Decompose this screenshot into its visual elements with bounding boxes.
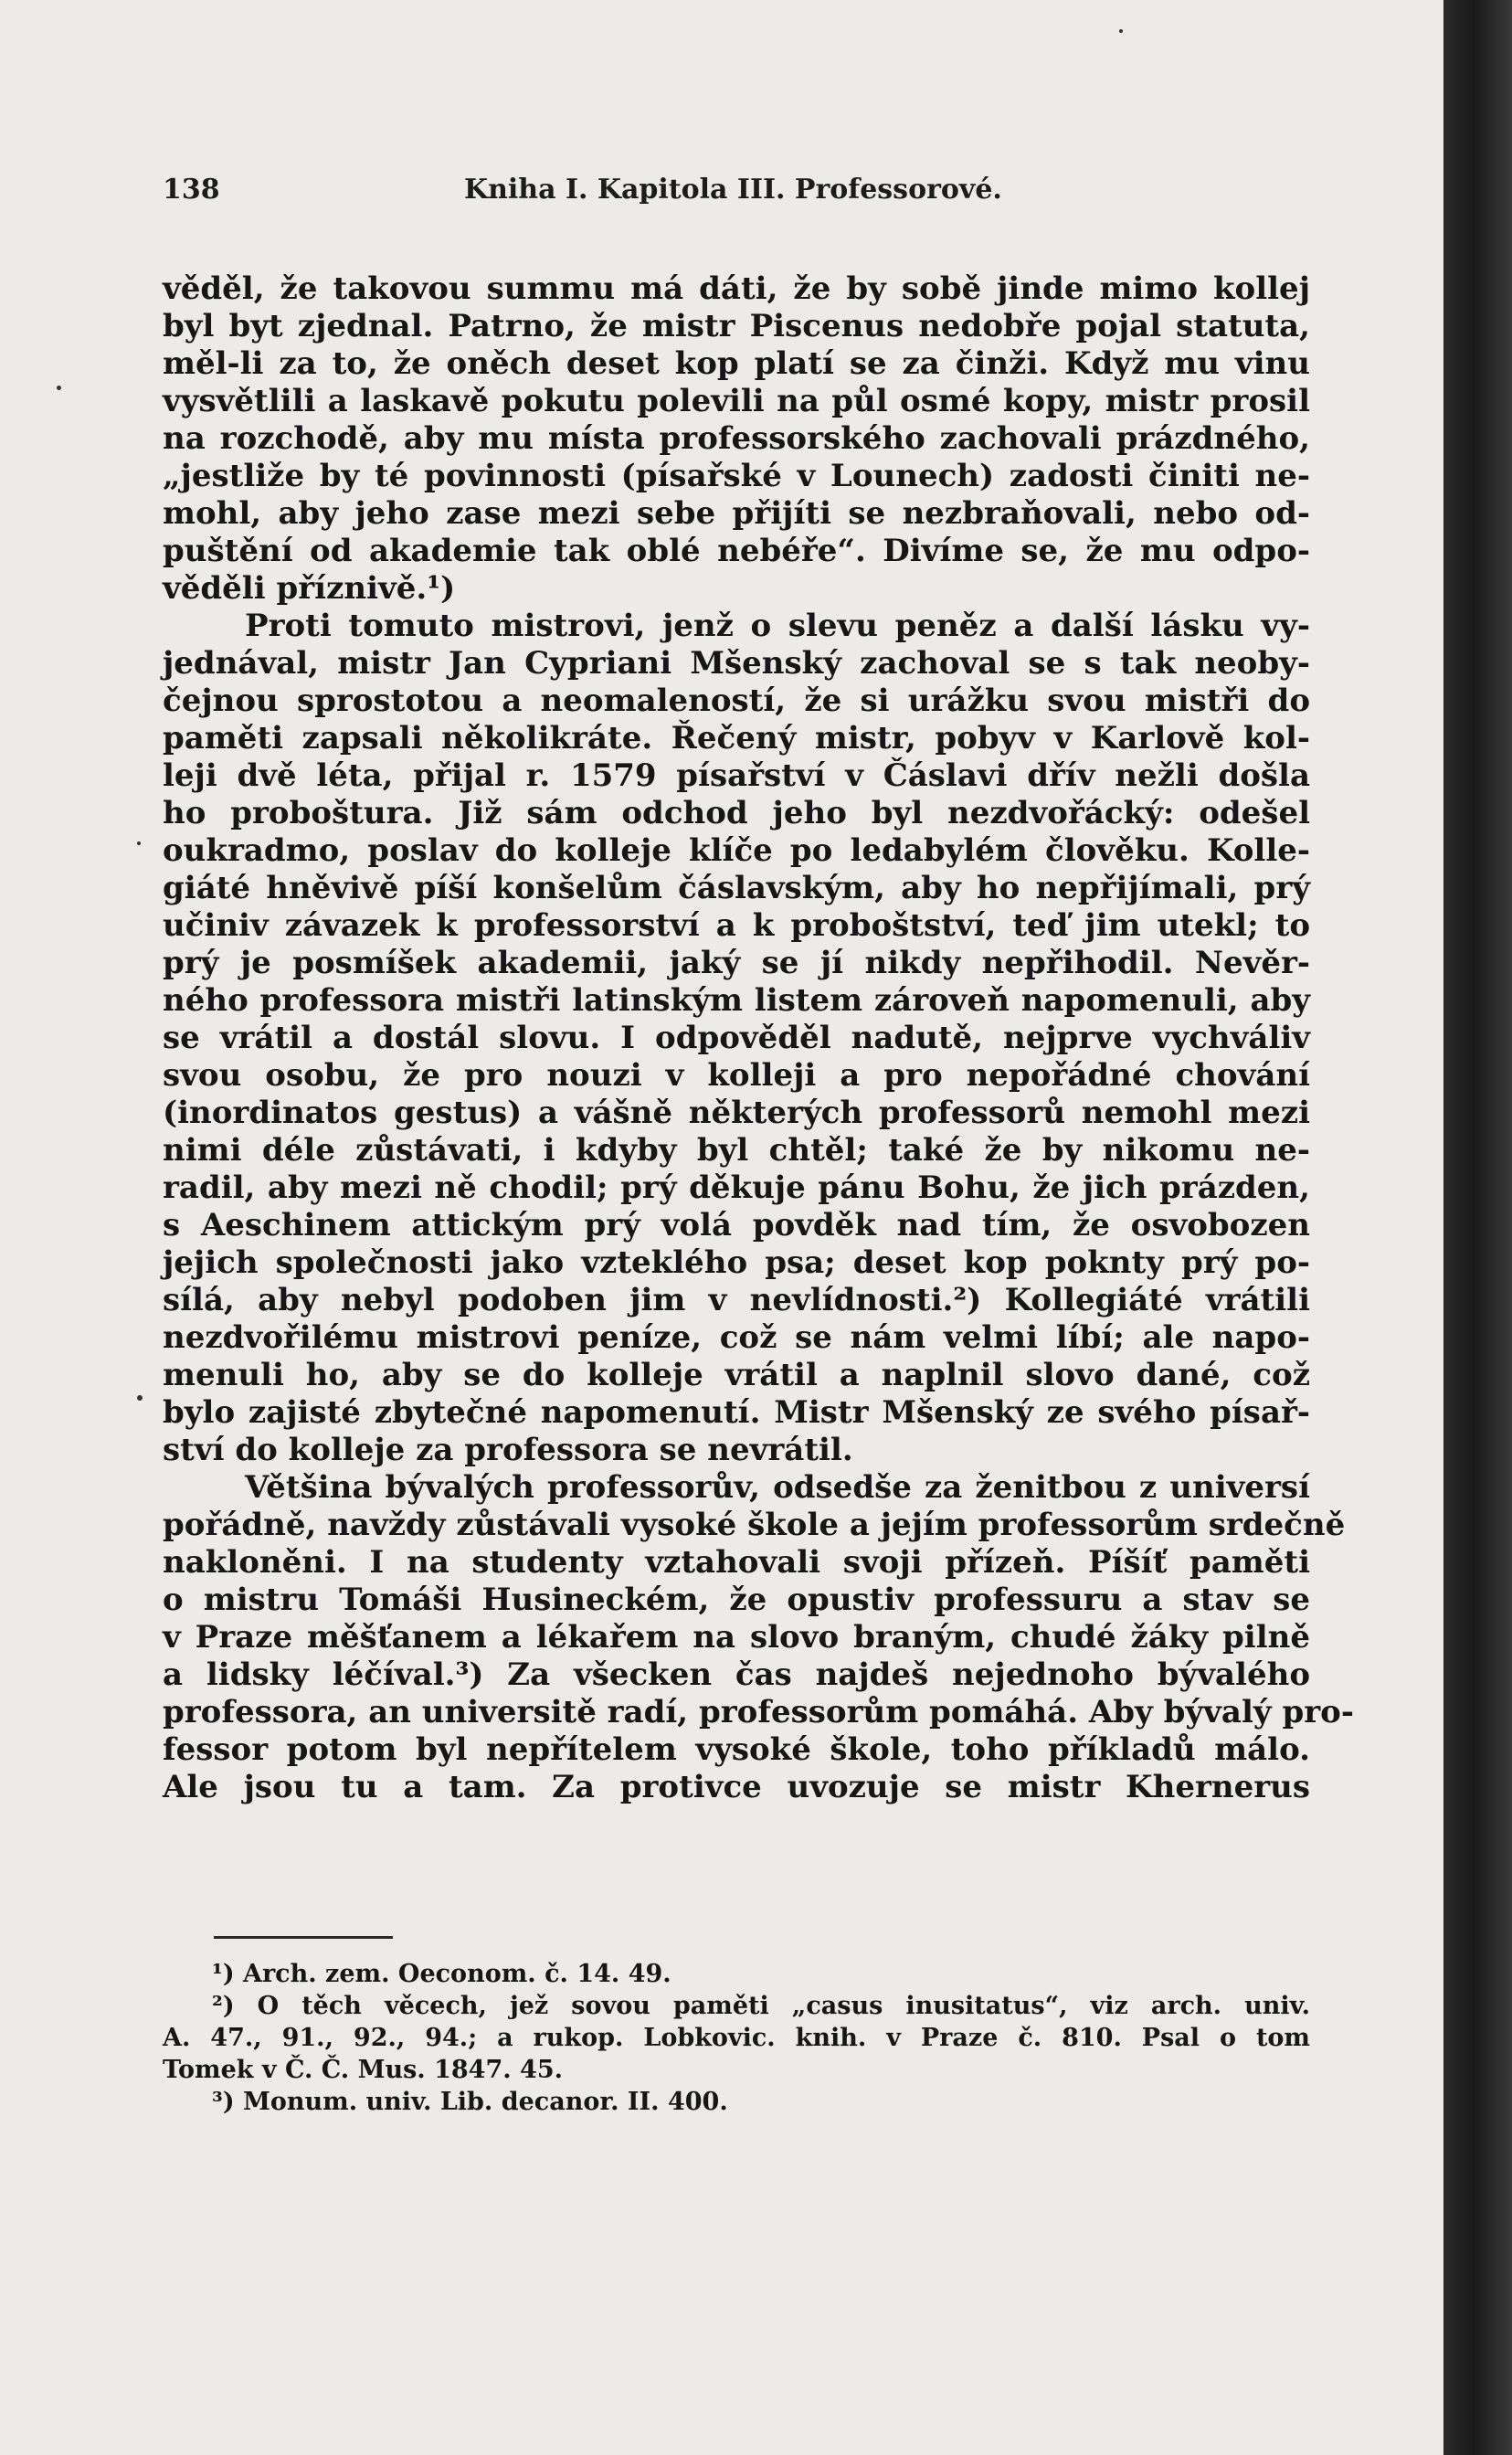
text-line: Proti tomuto mistrovi, jenž o slevu peněz a další lásku vy- — [245, 608, 1310, 644]
text-line: věděli příznivě.¹) — [163, 570, 456, 607]
text-line: ství do kolleje za professora se nevrátil. — [163, 1432, 853, 1468]
footnote-line: ¹) Arch. zem. Oeconom. č. 14. 49. — [212, 1960, 671, 1988]
scan-border — [1443, 0, 1512, 2455]
text-line: čejnou sprostotou a neomaleností, že si urážku svou mistři do — [163, 683, 1310, 719]
text-line: měl-li za to, že oněch deset kop platí se za činži. Když mu vinu — [163, 345, 1310, 382]
text-line: Většina bývalých professorův, odsedše za ženitbou z universí — [245, 1469, 1310, 1506]
text-line: se vrátil a dostál slovu. I odpověděl nadutě, nejprve vychváliv — [163, 1020, 1310, 1056]
text-line: sílá, aby nebyl podoben jim v nevlídnosti.²) Kollegiáté vrátili — [163, 1282, 1310, 1318]
text-line: mohl, aby jeho zase mezi sebe přijíti se nezbraňovali, nebo od- — [163, 495, 1310, 532]
text-line: svou osobu, že pro nouzi v kolleji a pro nepořádné chování — [163, 1057, 1310, 1094]
text-line: professora, an universitě radí, professorům pomáhá. Aby bývalý pro- — [163, 1694, 1354, 1730]
text-line: giáté hněvivě píší konšelům čáslavským, aby ho nepřijímali, prý — [163, 870, 1310, 906]
text-line: byl byt zjednal. Patrno, že mistr Piscenus nedobře pojal statuta, — [163, 308, 1310, 344]
text-line: v Praze měšťanem a lékařem na slovo braným, chudé žáky pilně — [163, 1619, 1310, 1656]
text-line: oukradmo, poslav do kolleje klíče po ledabylém člověku. Kolle- — [163, 832, 1310, 869]
text-line: radil, aby mezi ně chodil; prý děkuje pánu Bohu, že jich prázden, — [163, 1169, 1310, 1206]
text-line: ného professora mistři latinským listem zároveň napomenuli, aby — [163, 982, 1310, 1019]
text-line: nakloněni. I na studenty vztahovali svoji přízeň. Píšíť paměti — [163, 1544, 1310, 1581]
text-line: Ale jsou tu a tam. Za protivce uvozuje se mistr Khernerus — [163, 1769, 1310, 1805]
text-line: jejich společnosti jako vzteklého psa; deset kop poknty prý po- — [163, 1244, 1310, 1281]
page-number: 138 — [163, 174, 220, 206]
text-line: vysvětlili a laskavě pokutu polevili na půl osmé kopy, mistr prosil — [163, 383, 1310, 419]
text-line: s Aeschinem attickým prý volá povděk nad tím, že osvobozen — [163, 1207, 1310, 1243]
scan-speck — [1119, 29, 1123, 33]
text-line: (inordinatos gestus) a vášně některých professorů nemohl mezi — [163, 1095, 1310, 1131]
text-line: nezdvořilému mistrovi peníze, což se nám velmi líbí; ale napo- — [163, 1319, 1310, 1356]
body-text — [163, 270, 1354, 1806]
footnote-line: ³) Monum. univ. Lib. decanor. II. 400. — [212, 2088, 728, 2116]
text-line: na rozchodě, aby mu místa professorského zachovali prázdného, — [163, 420, 1310, 457]
text-line: nimi déle zůstávati, i kdyby byl chtěl; také že by nikomu ne- — [163, 1132, 1310, 1169]
text-line: menuli ho, aby se do kolleje vrátil a naplnil slovo dané, což — [163, 1357, 1310, 1393]
footnote-line: Tomek v Č. Č. Mus. 1847. 45. — [163, 2056, 564, 2084]
footnote-line: ²) O těch věcech, jež sovou paměti „casus inusitatus“, viz arch. univ. — [212, 1992, 1310, 2020]
text-line: puštění od akademie tak oblé nebéře“. Divíme se, že mu odpo- — [163, 533, 1310, 569]
scan-speck — [137, 1395, 143, 1401]
text-line: fessor potom byl nepřítelem vysoké škole, toho příkladů málo. — [163, 1731, 1310, 1768]
text-line: učiniv závazek k professorství a k proboštství, teď jim utekl; to — [163, 907, 1310, 944]
footnote-divider — [214, 1936, 393, 1939]
footnote-line: A. 47., 91., 92., 94.; a rukop. Lobkovic. knih. v Praze č. 810. Psal o tom — [163, 2024, 1310, 2052]
scan-speck — [137, 841, 141, 845]
text-line: věděl, že takovou summu má dáti, že by sobě jinde mimo kollej — [163, 270, 1310, 307]
text-line: ho proboštura. Již sám odchod jeho byl nezdvořácký: odešel — [163, 795, 1310, 831]
text-line: o mistru Tomáši Husineckém, že opustiv professuru a stav se — [163, 1582, 1310, 1618]
text-line: bylo zajisté zbytečné napomenutí. Mistr Mšenský ze svého písař- — [163, 1394, 1310, 1431]
text-line: pořádně, navždy zůstávali vysoké škole a jejím professorům srdečně — [163, 1507, 1346, 1543]
text-line: „jestliže by té povinnosti (písařské v Lounech) zadosti činiti ne- — [163, 458, 1310, 494]
footnotes — [163, 1958, 1310, 2118]
page-header — [163, 174, 1003, 219]
text-line: paměti zapsali několikráte. Řečený mistr, pobyv v Karlově kol- — [163, 720, 1310, 757]
scan-speck — [57, 386, 61, 390]
text-line: jednával, mistr Jan Cypriani Mšenský zachoval se s tak neoby- — [163, 645, 1310, 682]
running-head: Kniha I. Kapitola III. Professorové. — [464, 174, 1002, 206]
text-line: a lidsky léčíval.³) Za všecken čas najdeš nejednoho bývalého — [163, 1656, 1310, 1693]
text-line: prý je posmíšek akademii, jaký se jí nikdy nepřihodil. Nevěr- — [163, 945, 1310, 981]
text-line: leji dvě léta, přijal r. 1579 písařství v Čáslavi dřív nežli došla — [163, 757, 1310, 794]
